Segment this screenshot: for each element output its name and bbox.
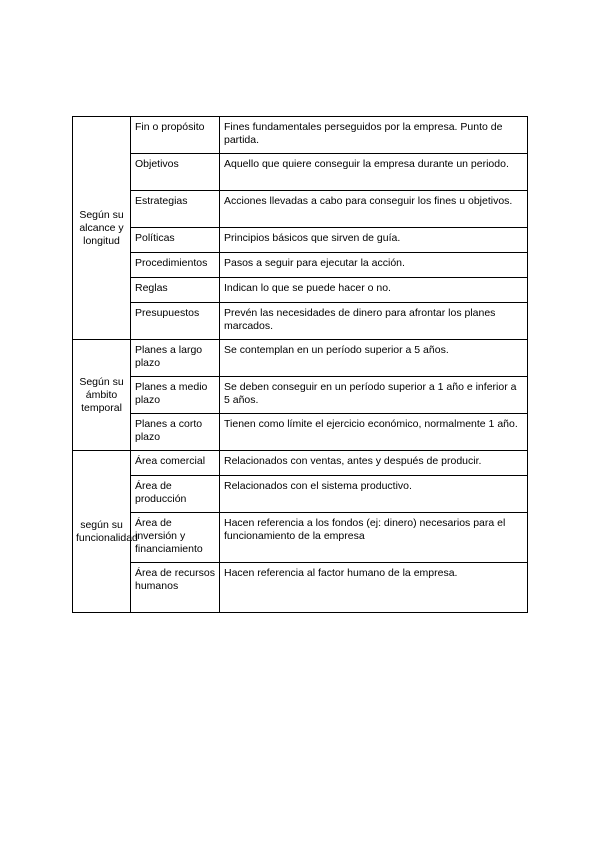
- group-label-temporal: Según su ámbito temporal: [73, 340, 131, 451]
- description-cell: Relacionados con el sistema productivo.: [220, 476, 528, 513]
- table-row: [73, 476, 528, 513]
- type-cell: Objetivos: [131, 154, 220, 191]
- description-cell: Relacionados con ventas, antes y después de producir.: [220, 451, 528, 476]
- description-cell: Pasos a seguir para ejecutar la acción.: [220, 253, 528, 278]
- type-cell: Área comercial: [131, 451, 220, 476]
- table-row: [73, 451, 528, 476]
- table-row: [73, 377, 528, 414]
- type-cell: Políticas: [131, 228, 220, 253]
- table-row: [73, 340, 528, 377]
- group-label-funcionalidad: según su funcionalidad: [73, 451, 131, 613]
- type-cell: Planes a largo plazo: [131, 340, 220, 377]
- table-row: [73, 563, 528, 613]
- description-cell: Acciones llevadas a cabo para conseguir los fines u objetivos.: [220, 191, 528, 228]
- table-row: [73, 278, 528, 303]
- description-cell: Tienen como límite el ejercicio económico, normalmente 1 año.: [220, 414, 528, 451]
- description-cell: Indican lo que se puede hacer o no.: [220, 278, 528, 303]
- description-cell: Se contemplan en un período superior a 5 años.: [220, 340, 528, 377]
- table-row: [73, 513, 528, 563]
- table-row: [73, 228, 528, 253]
- type-cell: Área de inversión y financiamiento: [131, 513, 220, 563]
- type-cell: Presupuestos: [131, 303, 220, 340]
- description-cell: Aquello que quiere conseguir la empresa durante un periodo.: [220, 154, 528, 191]
- type-cell: Planes a corto plazo: [131, 414, 220, 451]
- description-cell: Se deben conseguir en un período superior a 1 año e inferior a 5 años.: [220, 377, 528, 414]
- table-row: [73, 253, 528, 278]
- table-row: [73, 154, 528, 191]
- description-cell: Fines fundamentales perseguidos por la empresa. Punto de partida.: [220, 117, 528, 154]
- table-row: [73, 191, 528, 228]
- type-cell: Reglas: [131, 278, 220, 303]
- type-cell: Área de producción: [131, 476, 220, 513]
- type-cell: Planes a medio plazo: [131, 377, 220, 414]
- description-cell: Prevén las necesidades de dinero para afrontar los planes marcados.: [220, 303, 528, 340]
- type-cell: Fin o propósito: [131, 117, 220, 154]
- planning-types-table: [72, 116, 528, 613]
- type-cell: Procedimientos: [131, 253, 220, 278]
- description-cell: Principios básicos que sirven de guía.: [220, 228, 528, 253]
- type-cell: Área de recursos humanos: [131, 563, 220, 613]
- description-cell: Hacen referencia al factor humano de la empresa.: [220, 563, 528, 613]
- group-label-alcance: Según su alcance y longitud: [73, 117, 131, 340]
- description-cell: Hacen referencia a los fondos (ej: dinero) necesarios para el funcionamiento de la empresa: [220, 513, 528, 563]
- table-row: [73, 117, 528, 154]
- table-row: [73, 303, 528, 340]
- table-row: [73, 414, 528, 451]
- type-cell: Estrategias: [131, 191, 220, 228]
